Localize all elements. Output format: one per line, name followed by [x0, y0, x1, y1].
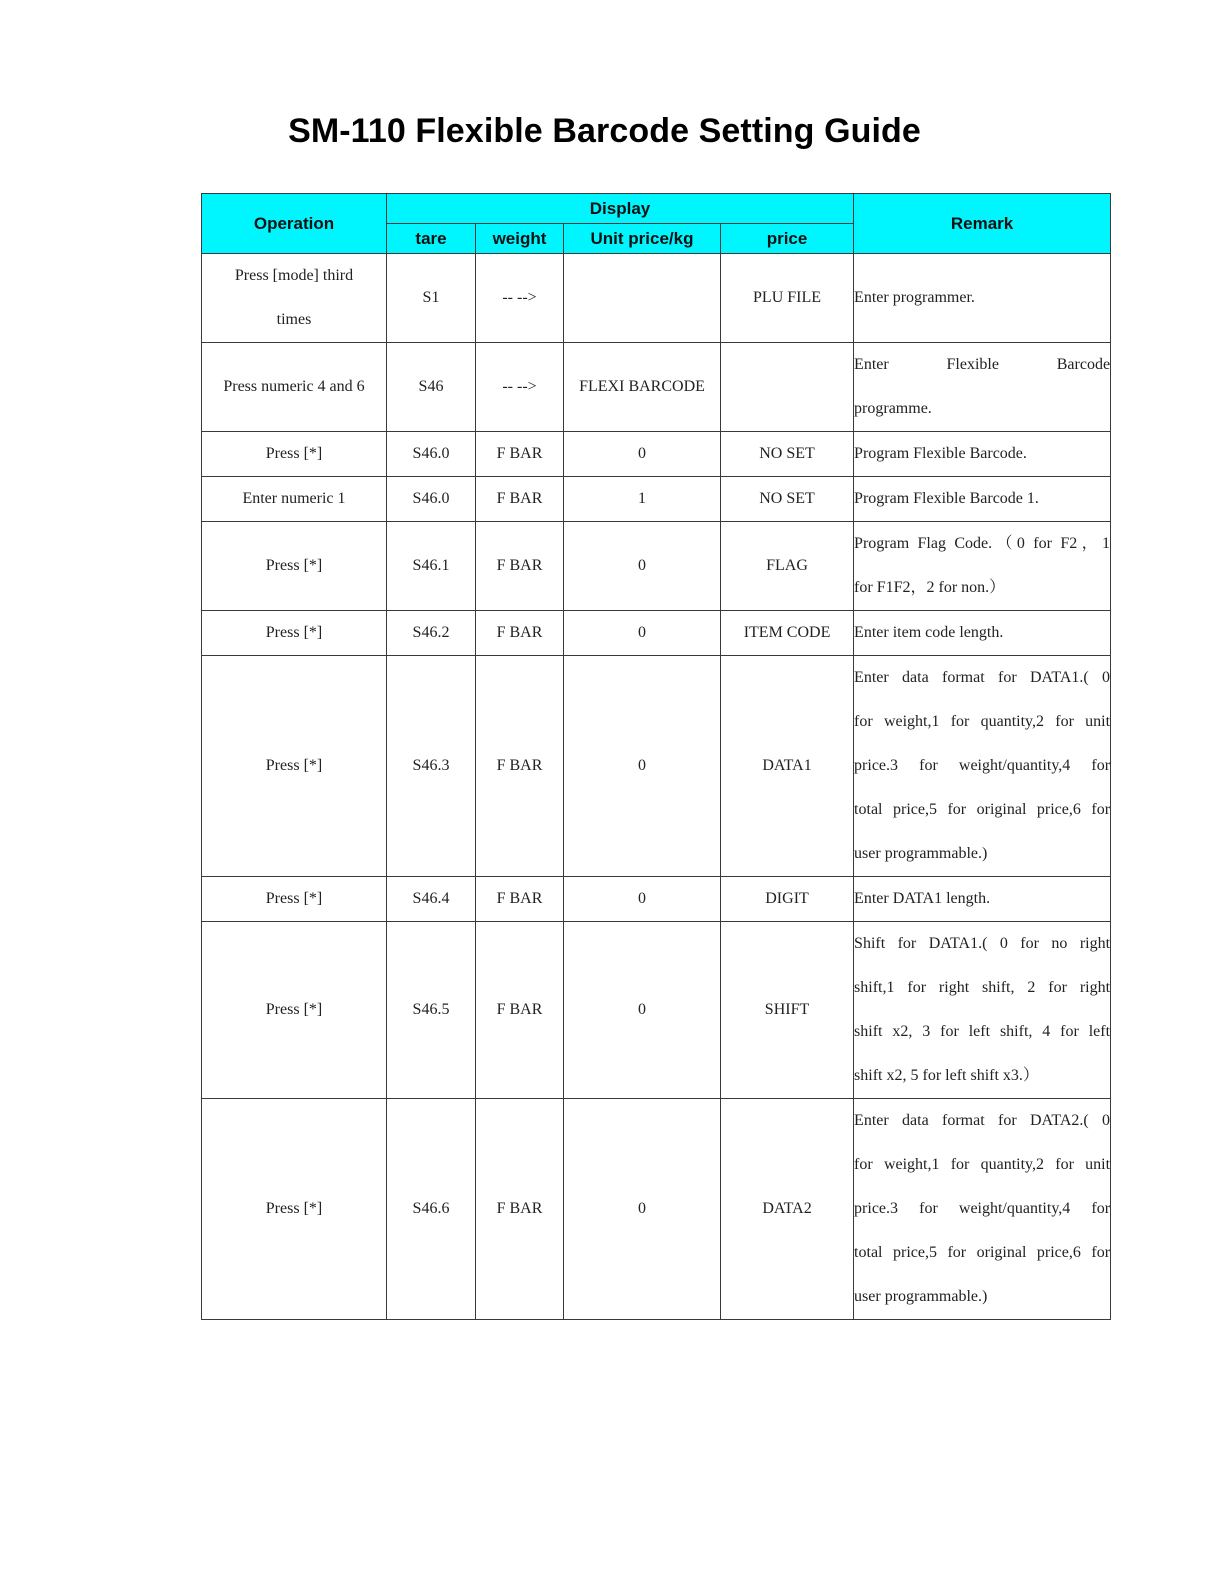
cell-weight: F BAR [476, 1099, 564, 1320]
remark-line: Enter item code length. [854, 624, 1004, 641]
remark-line: shift x2, 3 for left shift, 4 for left [854, 1023, 1111, 1040]
cell-weight: F BAR [476, 477, 564, 522]
remark-line: Enter data format for DATA2.( 0 [854, 1112, 1111, 1129]
operation-line: Press [*] [265, 624, 323, 641]
cell-operation [202, 922, 387, 1099]
cell-tare: S46 [387, 343, 476, 432]
remark-line: total price,5 for original price,6 for [854, 801, 1111, 818]
cell-price: DIGIT [721, 877, 854, 922]
cell-remark [854, 477, 1111, 522]
cell-operation [202, 1099, 387, 1320]
remark-line: for weight,1 for quantity,2 for unit [854, 713, 1111, 730]
table-row [202, 1099, 1111, 1320]
remark-line: price.3 for weight/quantity,4 for [854, 1200, 1111, 1217]
remark-line: Enter Flexible Barcode [854, 356, 1111, 373]
remark-line: total price,5 for original price,6 for [854, 1244, 1111, 1261]
table-row [202, 922, 1111, 1099]
header-unit-price: Unit price/kg [564, 224, 721, 254]
cell-weight: F BAR [476, 922, 564, 1099]
header-weight: weight [476, 224, 564, 254]
operation-line: Enter numeric 1 [242, 490, 346, 507]
operation-line: Press numeric 4 and 6 [223, 378, 365, 395]
cell-remark [854, 522, 1111, 611]
cell-weight: -- --> [476, 254, 564, 343]
cell-tare: S1 [387, 254, 476, 343]
table-row [202, 432, 1111, 477]
cell-price: PLU FILE [721, 254, 854, 343]
table-row [202, 877, 1111, 922]
cell-unit-price [564, 254, 721, 343]
remark-line: shift x2, 5 for left shift x3.） [854, 1067, 1039, 1084]
cell-operation [202, 343, 387, 432]
operation-line: Press [*] [265, 1001, 323, 1018]
remark-line: Enter data format for DATA1.( 0 [854, 669, 1111, 686]
operation-line: Press [*] [265, 445, 323, 462]
cell-operation [202, 432, 387, 477]
cell-weight: F BAR [476, 656, 564, 877]
table-row [202, 254, 1111, 343]
table-row [202, 656, 1111, 877]
remark-line: shift,1 for right shift, 2 for right [854, 979, 1111, 996]
cell-unit-price: 0 [564, 922, 721, 1099]
cell-price: DATA1 [721, 656, 854, 877]
header-tare: tare [387, 224, 476, 254]
table-row [202, 477, 1111, 522]
operation-line: times [276, 311, 312, 328]
cell-price: FLAG [721, 522, 854, 611]
remark-line: Enter DATA1 length. [854, 890, 991, 907]
cell-tare: S46.2 [387, 611, 476, 656]
cell-weight: F BAR [476, 611, 564, 656]
cell-unit-price: 0 [564, 1099, 721, 1320]
table-body [202, 254, 1111, 1320]
cell-weight: F BAR [476, 432, 564, 477]
operation-line: Press [*] [265, 1200, 323, 1217]
cell-tare: S46.0 [387, 432, 476, 477]
cell-operation [202, 877, 387, 922]
cell-weight: F BAR [476, 877, 564, 922]
cell-unit-price: 0 [564, 522, 721, 611]
cell-price: NO SET [721, 477, 854, 522]
cell-unit-price: 0 [564, 656, 721, 877]
operation-line: Press [mode] third [234, 267, 354, 284]
cell-remark [854, 922, 1111, 1099]
cell-tare: S46.1 [387, 522, 476, 611]
cell-tare: S46.5 [387, 922, 476, 1099]
remark-line: for weight,1 for quantity,2 for unit [854, 1156, 1111, 1173]
remark-line: price.3 for weight/quantity,4 for [854, 757, 1111, 774]
header-operation: Operation [202, 194, 387, 254]
table-row [202, 343, 1111, 432]
remark-line: Program Flexible Barcode. [854, 445, 1027, 462]
cell-unit-price: FLEXI BARCODE [564, 343, 721, 432]
cell-price: NO SET [721, 432, 854, 477]
remark-line: user programmable.) [854, 1288, 988, 1305]
cell-operation [202, 611, 387, 656]
remark-line: Program Flag Code.（0 for F2，1 [854, 535, 1111, 552]
cell-remark [854, 656, 1111, 877]
barcode-setting-table [201, 193, 1111, 1320]
cell-tare: S46.4 [387, 877, 476, 922]
header-price: price [721, 224, 854, 254]
header-display: Display [387, 194, 854, 224]
cell-remark [854, 611, 1111, 656]
cell-remark [854, 254, 1111, 343]
cell-operation [202, 254, 387, 343]
cell-tare: S46.3 [387, 656, 476, 877]
operation-line: Press [*] [265, 557, 323, 574]
cell-unit-price: 0 [564, 611, 721, 656]
remark-line: programme. [854, 400, 932, 417]
cell-remark [854, 1099, 1111, 1320]
remark-line: user programmable.) [854, 845, 988, 862]
remark-line: Program Flexible Barcode 1. [854, 490, 1039, 507]
cell-remark [854, 877, 1111, 922]
cell-tare: S46.6 [387, 1099, 476, 1320]
remark-line: Shift for DATA1.( 0 for no right [854, 935, 1111, 952]
cell-unit-price: 0 [564, 877, 721, 922]
cell-price [721, 343, 854, 432]
cell-operation [202, 522, 387, 611]
cell-tare: S46.0 [387, 477, 476, 522]
cell-weight: F BAR [476, 522, 564, 611]
cell-price: SHIFT [721, 922, 854, 1099]
remark-line: for F1F2，2 for non.） [854, 579, 1006, 596]
cell-remark [854, 343, 1111, 432]
table-row [202, 611, 1111, 656]
remark-line: Enter programmer. [854, 289, 975, 306]
cell-weight: -- --> [476, 343, 564, 432]
operation-line: Press [*] [265, 890, 323, 907]
cell-remark [854, 432, 1111, 477]
cell-operation [202, 477, 387, 522]
page-title: SM-110 Flexible Barcode Setting Guide [288, 112, 921, 150]
operation-line: Press [*] [265, 757, 323, 774]
cell-price: DATA2 [721, 1099, 854, 1320]
table-row [202, 522, 1111, 611]
cell-operation [202, 656, 387, 877]
header-remark: Remark [854, 194, 1111, 254]
cell-unit-price: 0 [564, 432, 721, 477]
cell-unit-price: 1 [564, 477, 721, 522]
cell-price: ITEM CODE [721, 611, 854, 656]
